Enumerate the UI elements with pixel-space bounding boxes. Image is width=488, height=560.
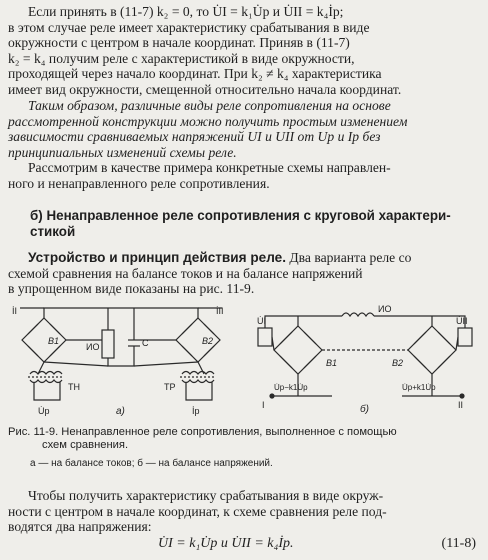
text-line: в этом случае реле имеет характеристику срабатывания в виде xyxy=(8,19,370,35)
text-line: окружности с центром в начале координат. Приняв в (11-7) xyxy=(8,35,350,51)
text-line: ного и ненаправленного реле сопротивления. xyxy=(8,175,270,191)
caption-line: схем сравнения. xyxy=(42,439,129,451)
bridge-b1-shape xyxy=(274,326,322,374)
text-line: Таким образом, различные виды реле сопротивления на основе xyxy=(28,98,391,113)
formula-number: (11-8) xyxy=(441,536,476,551)
label-b1: B1 xyxy=(48,336,60,346)
label-ip: İp xyxy=(192,406,200,416)
label-c: C xyxy=(142,338,149,348)
text-line: проходящей через начало координат. При k₂ ≠ k₄ характеристика xyxy=(8,66,382,82)
label-b2: B2 xyxy=(392,358,404,368)
text-line: Чтобы получить характеристику срабатывания в виде окруж- xyxy=(28,488,384,503)
voltage-u1-box xyxy=(258,328,272,346)
label-sum-plus: U̇p+k1U̇p xyxy=(402,383,436,392)
text-line xyxy=(8,250,482,266)
label-b2: B2 xyxy=(202,336,214,346)
text-line: ности с центром в начале координат, к схеме сравнения реле под- xyxy=(8,503,387,519)
transformer-tn-winding xyxy=(30,372,62,375)
bridge-b2-shape xyxy=(176,318,220,362)
label-tr: ТР xyxy=(164,382,176,392)
label-tn: ТН xyxy=(68,382,80,392)
text-line: Если принять в (11-7) k₂ = 0, то U̇I = k₁U̇p и U̇II = k₄İp; xyxy=(28,4,344,19)
text-fragment: Два варианта реле со xyxy=(286,250,412,265)
voltage-u2-box xyxy=(458,328,472,346)
transformer-tr-winding xyxy=(182,372,214,375)
caption-line: Рис. 11-9. Ненаправленное реле сопротивления, выполненное с помощью xyxy=(8,426,397,438)
label-b: б) xyxy=(360,404,369,415)
intro-paragraph xyxy=(8,4,482,98)
example-paragraph xyxy=(8,160,482,191)
text-line: зависимости сравниваемых напряжений UI и UII от Up и Ip без xyxy=(8,129,381,145)
label-terminal-i: I xyxy=(262,400,265,410)
label-sum-minus: U̇p−k1U̇p xyxy=(274,383,308,392)
text-line: водятся два напряжения: xyxy=(8,519,152,535)
label-io: ИО xyxy=(86,342,100,352)
final-paragraph xyxy=(8,488,482,535)
figure-legend: а — на балансе токов; б — на балансе напряжений. xyxy=(30,458,273,469)
label-io: ИО xyxy=(378,304,392,314)
heading-line: б) Ненаправленное реле сопротивления с круговой характери- xyxy=(30,208,451,223)
text-line: k₂ = k₄ получим реле с характеристикой в виде окружности, xyxy=(8,50,355,66)
conclusion-paragraph xyxy=(8,98,482,160)
formula-expression: U̇I = k₁U̇p и U̇II = k₄İp. xyxy=(158,536,294,551)
label-a: a) xyxy=(116,406,125,417)
relay-io-winding xyxy=(342,313,374,316)
bridge-b2-shape xyxy=(408,326,456,374)
label-i1: İI xyxy=(12,306,18,316)
text-line: схемой сравнения на балансе токов и на балансе напряжений xyxy=(8,265,363,281)
circuit-diagram-b xyxy=(252,300,482,420)
text-line: рассмотренной конструкции можно получить простым изменением xyxy=(8,113,408,129)
figure-caption xyxy=(8,426,482,452)
relay-io-box xyxy=(102,330,114,358)
lead-in: Устройство и принцип действия реле. xyxy=(28,250,287,265)
label-terminal-ii: II xyxy=(458,400,464,410)
heading-line: стикой xyxy=(30,224,76,239)
text-line: принципиальных изменений схемы реле. xyxy=(8,144,237,160)
label-i2: İII xyxy=(216,306,224,316)
label-b1: B1 xyxy=(326,358,338,368)
device-paragraph xyxy=(8,250,482,297)
text-line: в упрощенном виде показаны на рис. 11-9. xyxy=(8,281,255,297)
label-u2: U̇II xyxy=(456,316,468,326)
label-up: U̇p xyxy=(38,406,50,416)
text-line: Рассмотрим в качестве примера конкретные схемы направлен- xyxy=(28,160,391,175)
bridge-b1-shape xyxy=(22,318,66,362)
label-u1: U̇I xyxy=(257,316,266,326)
text-line: имеет вид окружности, смещенной относительно начала координат. xyxy=(8,81,402,97)
circuit-diagram-a xyxy=(8,300,240,420)
section-heading xyxy=(30,208,482,240)
